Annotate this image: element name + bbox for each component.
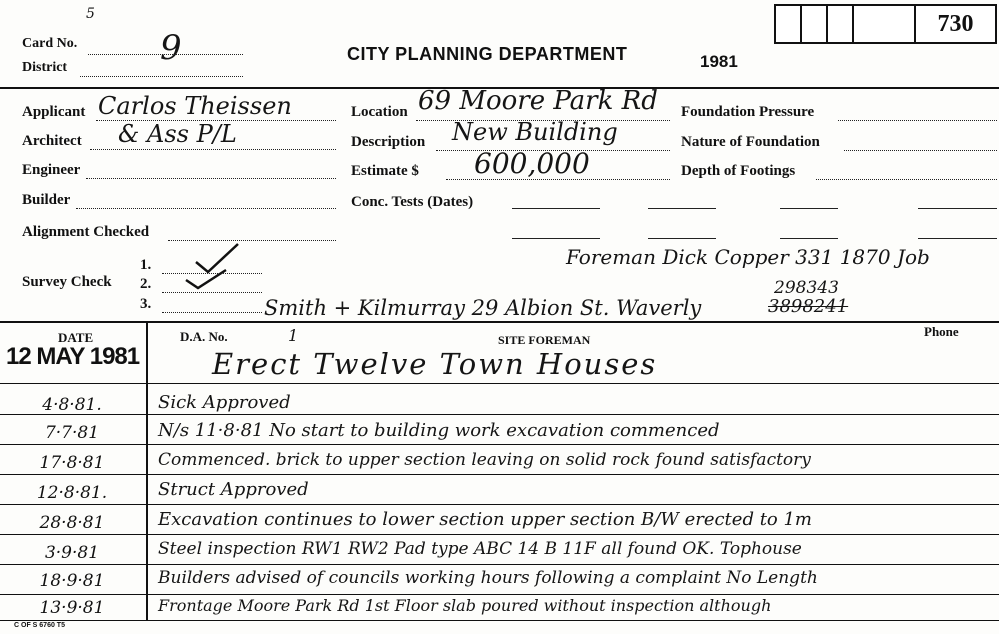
conc-test-line (780, 238, 838, 239)
log-row-text: Commenced. brick to upper section leaving on solid rock found satisfactory (158, 450, 811, 470)
log-row-text: Sick Approved (158, 392, 291, 413)
survey-3-line (162, 312, 262, 313)
log-row-date: 7·7·81 (44, 423, 100, 443)
log-top-divider (0, 321, 999, 323)
estimate-value: 600,000 (474, 147, 590, 180)
log-row-date: 17·8·81 (39, 453, 105, 473)
conc-tests-label: Conc. Tests (Dates) (351, 194, 474, 210)
conc-test-line (780, 208, 838, 209)
log-row-rule (0, 504, 999, 505)
log-row-rule (0, 534, 999, 535)
site-foreman-header: SITE FOREMAN (498, 333, 591, 347)
log-row-text: N/s 11·8·81 No start to building work excavation commenced (158, 420, 720, 441)
date-header: DATE (58, 330, 94, 345)
description-value: New Building (452, 118, 618, 146)
file-box-4 (852, 4, 916, 44)
depth-footings-line (816, 179, 997, 180)
conc-test-line (512, 238, 600, 239)
log-row-text: Struct Approved (158, 479, 309, 500)
depth-footings-label: Depth of Footings (681, 163, 796, 179)
survey-label: Survey Check (22, 274, 112, 290)
alignment-label: Alignment Checked (22, 224, 150, 240)
log-row-rule (0, 414, 999, 415)
log-row-rule (0, 564, 999, 565)
log-row-date: 18·9·81 (39, 571, 105, 591)
file-number: 730 (937, 11, 974, 37)
architect-label: Architect (22, 133, 82, 149)
log-row-date: 3·9·81 (44, 543, 100, 563)
log-row-date: 12·8·81. (36, 483, 108, 503)
phone-header: Phone (924, 324, 959, 339)
engineer-line (86, 178, 336, 179)
survey-1: 1. (140, 257, 152, 273)
applicant-value: Carlos Theissen (98, 92, 292, 120)
phone-current: 298343 (774, 278, 839, 298)
da-header: D.A. No. (180, 329, 228, 344)
log-row-text: Builders advised of councils working hours following a complaint No Length (158, 568, 818, 588)
builder-note: Smith + Kilmurray 29 Albion St. Waverly (264, 296, 702, 320)
applicant-label: Applicant (22, 104, 86, 120)
file-box-3 (826, 4, 854, 44)
file-box-1 (774, 4, 802, 44)
log-header-divider (0, 383, 999, 384)
conc-test-line (918, 238, 997, 239)
conc-test-line (512, 208, 600, 209)
date-stamp: 12 MAY 1981 (6, 343, 140, 370)
foundation-pressure-line (838, 120, 997, 121)
log-row-date: 28·8·81 (39, 513, 105, 533)
survey-3: 3. (140, 296, 152, 312)
page-title: CITY PLANNING DEPARTMENT (347, 44, 628, 64)
log-bottom-rule (0, 620, 999, 621)
location-value: 69 Moore Park Rd (418, 86, 658, 116)
location-label: Location (351, 104, 408, 120)
conc-test-line (918, 208, 997, 209)
nature-foundation-label: Nature of Foundation (681, 134, 820, 150)
headline-note: Erect Twelve Town Houses (212, 347, 658, 381)
description-label: Description (351, 134, 426, 150)
log-row-rule (0, 474, 999, 475)
form-code: C OF S 6760 T5 (14, 622, 65, 629)
phone-old: 3898241 (768, 296, 849, 317)
survey-2: 2. (140, 276, 152, 292)
card-no-value: 9 (160, 28, 182, 68)
estimate-label: Estimate $ (351, 163, 419, 179)
log-row-text: Frontage Moore Park Rd 1st Floor slab poured without inspection although (158, 596, 772, 615)
survey-2-line (162, 292, 262, 293)
foreman-note: Foreman Dick Copper 331 1870 Job (566, 245, 930, 269)
log-row-rule (0, 594, 999, 595)
log-row-date: 13·9·81 (39, 598, 105, 618)
architect-line (90, 149, 336, 150)
log-column-divider (146, 321, 148, 621)
district-line (80, 76, 243, 77)
log-row-text: Excavation continues to lower section upper section B/W erected to 1m (158, 509, 813, 530)
check-mark-icon (182, 266, 232, 292)
log-row-date: 4·8·81. (42, 395, 102, 415)
conc-test-line (648, 238, 716, 239)
card-no-label: Card No. (22, 36, 78, 51)
card-no-mark: 5 (86, 6, 95, 22)
architect-value: & Ass P/L (118, 120, 237, 148)
foundation-pressure-label: Foundation Pressure (681, 104, 815, 120)
log-row-rule (0, 444, 999, 445)
nature-foundation-line (844, 150, 997, 151)
log-row-text: Steel inspection RW1 RW2 Pad type ABC 14 B 11F all found OK. Tophouse (158, 539, 802, 559)
conc-test-line (648, 208, 716, 209)
da-value: 1 (288, 326, 299, 345)
engineer-label: Engineer (22, 162, 81, 178)
builder-line (76, 208, 336, 209)
file-box-2 (800, 4, 828, 44)
year: 1981 (700, 52, 738, 71)
district-label: District (22, 60, 68, 75)
builder-label: Builder (22, 192, 71, 208)
